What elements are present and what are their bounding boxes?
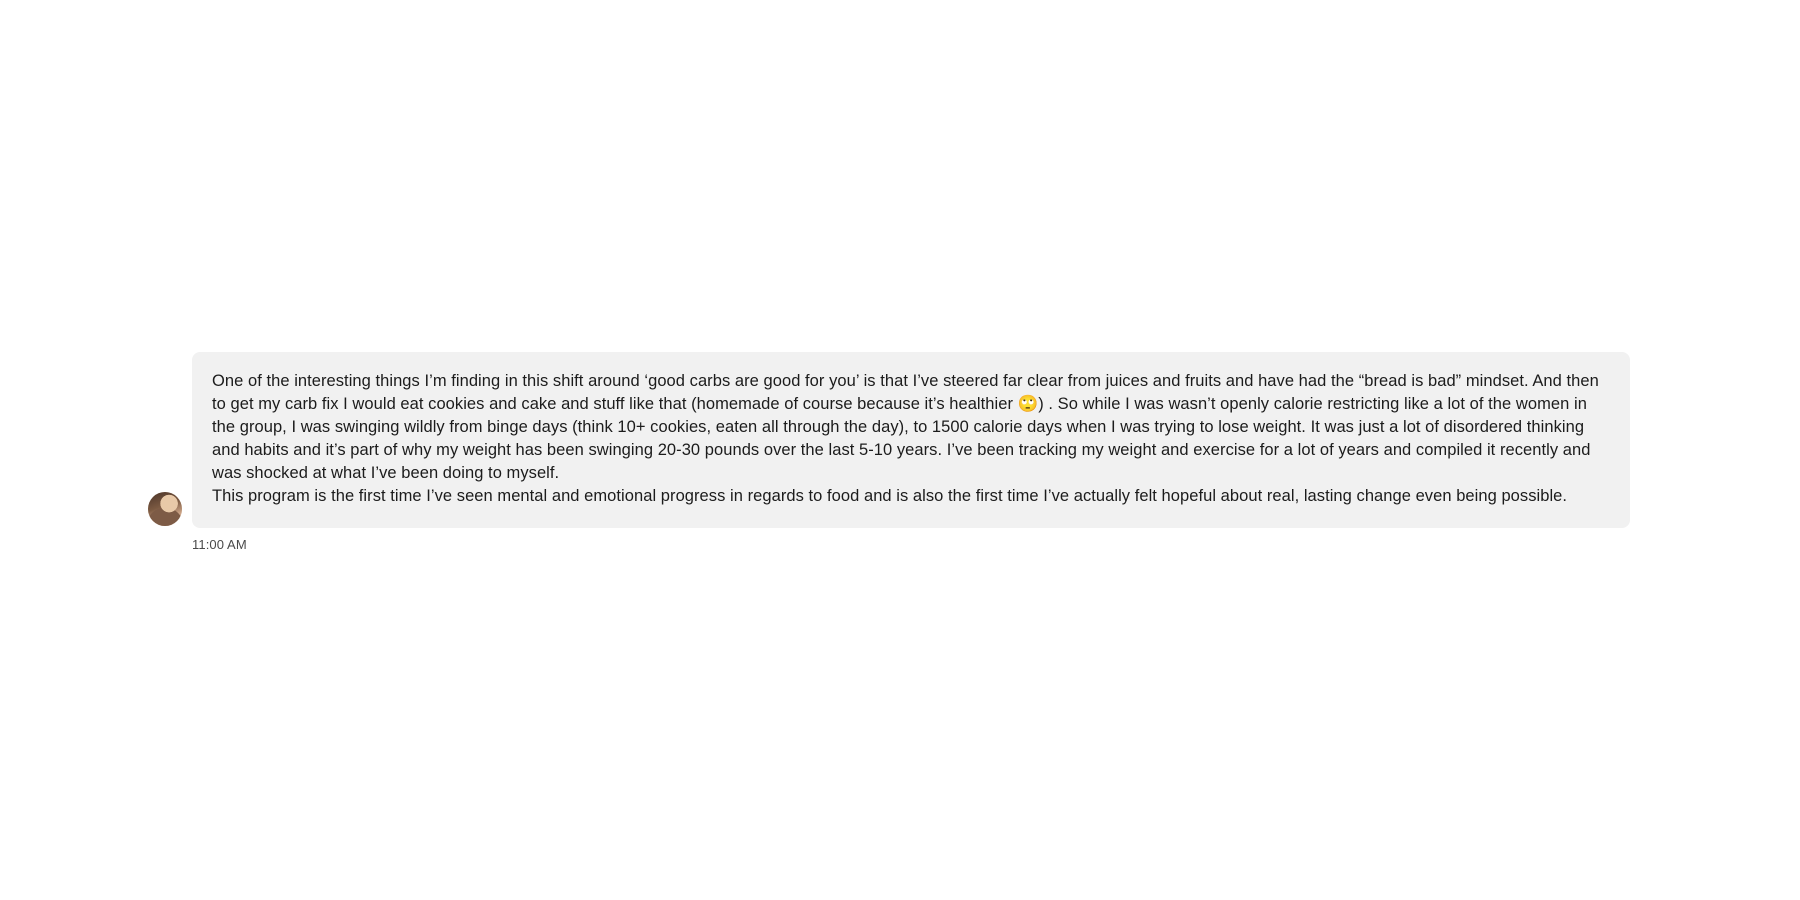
chat-message	[160, 352, 1630, 552]
message-paragraph: This program is the first time I’ve seen mental and emotional progress in regards to food and is also the first time I’ve actually felt hopeful about real, lasting change even being possible.	[212, 487, 1568, 505]
avatar-image	[148, 492, 182, 526]
message-timestamp: 11:00 AM	[192, 537, 247, 552]
message-paragraph: One of the interesting things I’m finding in this shift around ‘good carbs are good for you’ is that I’ve steered far clear from juices and fruits and have had the “bread is bad” mindset. And then to get my carb fix I would eat cookies and cake and stuff like that (homemade of course because it’s healthier 🙄) . So while I was wasn’t openly calorie restricting like a lot of the women in the group, I was swinging wildly from binge days (think 10+ cookies, eaten all through the day), to 1500 calorie days when I was trying to lose weight. It was just a lot of disordered thinking and habits and it’s part of why my weight has been swinging 20-30 pounds over the last 5-10 years. I’ve been tracking my weight and exercise for a lot of years and compiled it recently and was shocked at what I’ve been doing to myself.	[212, 372, 1599, 482]
message-bubble[interactable]	[192, 352, 1630, 528]
avatar	[148, 492, 182, 526]
message-content	[192, 352, 1630, 552]
